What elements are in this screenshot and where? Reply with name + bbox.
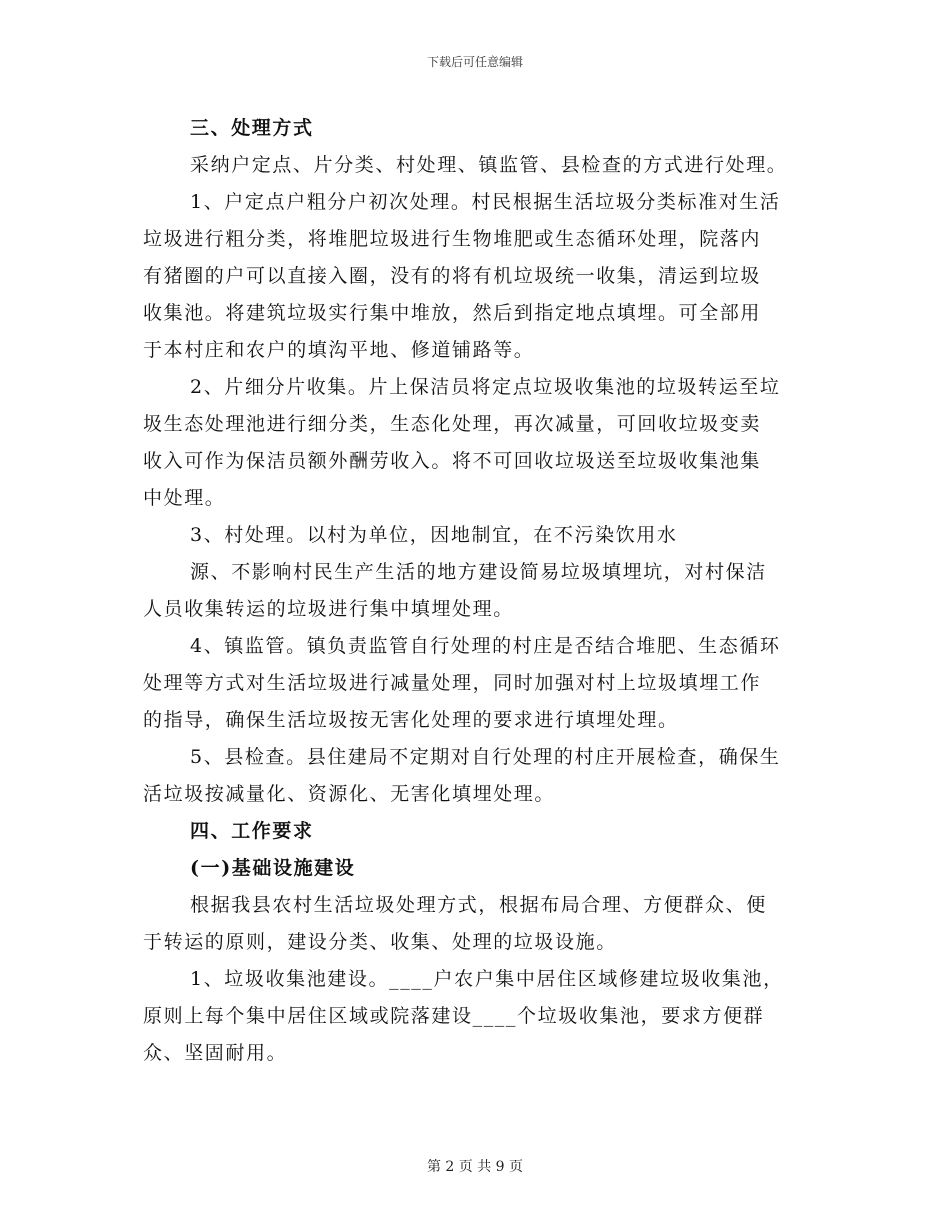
paragraph-line: 采纳户定点、片分类、村处理、镇监管、县检查的方式进行处理。 bbox=[190, 154, 788, 176]
paragraph-line: 人员收集转运的垃圾进行集中填埋处理。 bbox=[143, 598, 514, 620]
paragraph-line: 处理等方式对生活垃圾进行减量处理，同时加强对村上垃圾填埋工作 bbox=[143, 672, 762, 694]
paragraph-line: 收集池。将建筑垃圾实行集中堆放，然后到指定地点填埋。可全部用 bbox=[143, 302, 762, 324]
paragraph-line: 根据我县农村生活垃圾处理方式，根据布局合理、方便群众、便 bbox=[190, 894, 767, 916]
paragraph-line: 源、不影响村民生产生活的地方建设简易垃圾填埋坑，对村保洁 bbox=[190, 561, 767, 583]
paragraph-line: 2、片细分片收集。片上保洁员将定点垃圾收集池的垃圾转运至垃 bbox=[190, 376, 781, 398]
paragraph-line: 圾生态处理池进行细分类，生态化处理，再次减量，可回收垃圾变卖 bbox=[143, 413, 762, 435]
paragraph-line: 原则上每个集中居住区域或院落建设____个垃圾收集池，要求方便群 bbox=[143, 1005, 765, 1027]
page-header: 下载后可任意编辑 bbox=[426, 55, 523, 69]
paragraph-line: 的指导，确保生活垃圾按无害化处理的要求进行填埋处理。 bbox=[143, 709, 679, 731]
paragraph-line: 1、户定点户粗分户初次处理。村民根据生活垃圾分类标准对生活 bbox=[190, 191, 781, 213]
paragraph-line: 垃圾进行粗分类，将堆肥垃圾进行生物堆肥或生态循环处理，院落内 bbox=[143, 228, 762, 250]
paragraph-line: 3、村处理。以村为单位，因地制宜，在不污染饮用水 bbox=[190, 524, 678, 546]
paragraph-line: 于本村庄和农户的填沟平地、修道铺路等。 bbox=[143, 339, 535, 361]
section-heading-4: 四、工作要求 bbox=[190, 820, 314, 842]
paragraph-line: 4、镇监管。镇负责监管自行处理的村庄是否结合堆肥、生态循环 bbox=[190, 635, 781, 657]
paragraph-line: 于转运的原则，建设分类、收集、处理的垃圾设施。 bbox=[143, 931, 617, 953]
page-footer: 第 2 页 共 9 页 bbox=[426, 1159, 524, 1175]
paragraph-line: 1、垃圾收集池建设。____户农户集中居住区域修建垃圾收集池， bbox=[190, 968, 784, 990]
subsection-heading: (一)基础设施建设 bbox=[190, 857, 356, 879]
paragraph-line: 有猪圈的户可以直接入圈，没有的将有机垃圾统一收集，清运到垃圾 bbox=[143, 265, 762, 287]
paragraph-line: 众、坚固耐用。 bbox=[143, 1042, 288, 1064]
paragraph-line: 收入可作为保洁员额外酬劳收入。将不可回收垃圾送至垃圾收集池集 bbox=[143, 450, 762, 472]
paragraph-line: 中处理。 bbox=[143, 487, 226, 509]
paragraph-line: 5、县检查。县住建局不定期对自行处理的村庄开展检查，确保生 bbox=[190, 746, 781, 768]
section-heading-3: 三、处理方式 bbox=[190, 117, 314, 139]
paragraph-line: 活垃圾按减量化、资源化、无害化填埋处理。 bbox=[143, 783, 556, 805]
